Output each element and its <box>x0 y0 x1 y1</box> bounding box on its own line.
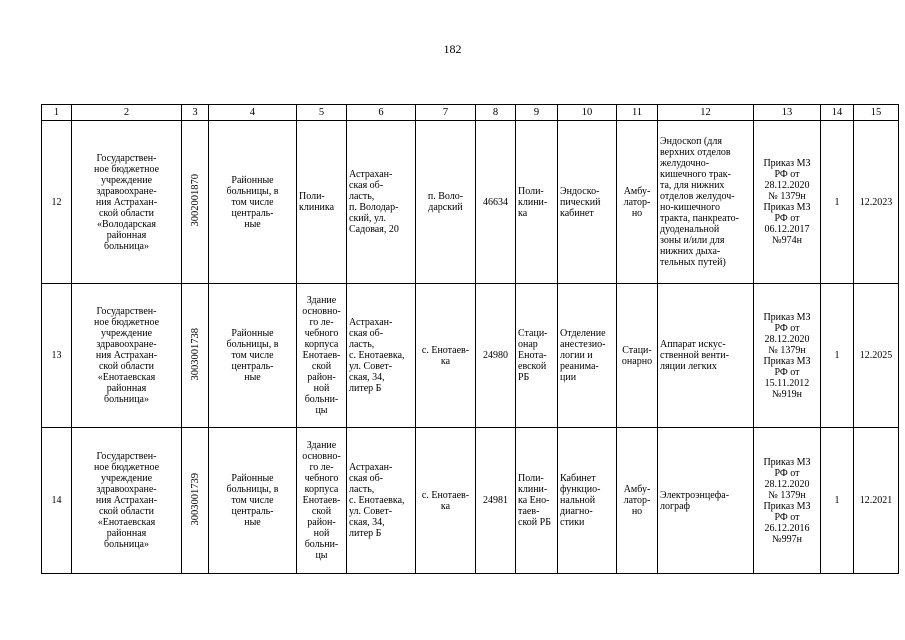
column-header: 12 <box>658 105 754 121</box>
care-condition: Амбу- латор- но <box>617 121 658 284</box>
address: Астрахан- ская об- ласть, п. Володар- ский, ул. Садовая, 20 <box>347 121 416 284</box>
deadline: 12.2021 <box>854 428 899 574</box>
care-condition: Стаци- онарно <box>617 284 658 428</box>
column-header: 4 <box>209 105 297 121</box>
quantity: 1 <box>821 284 854 428</box>
subdivision: Поли- клини- ка Ено- таев- ской РБ <box>516 428 558 574</box>
column-header: 13 <box>754 105 821 121</box>
column-header: 5 <box>297 105 347 121</box>
building: Здание основно- го ле- чебного корпуса Енотаев- ской район- ной больни- цы <box>297 284 347 428</box>
table-row <box>42 121 899 284</box>
building: Здание основно- го ле- чебного корпуса Енотаев- ской район- ной больни- цы <box>297 428 347 574</box>
address: Астрахан- ская об- ласть, с. Енотаевка, ул. Совет- ская, 34, литер Б <box>347 284 416 428</box>
column-header: 15 <box>854 105 899 121</box>
institution-type: Районные больницы, в том числе централь- ные <box>209 121 297 284</box>
column-header: 11 <box>617 105 658 121</box>
table-row <box>42 284 899 428</box>
order-reference: Приказ МЗ РФ от 28.12.2020 № 1379н Приказ МЗ РФ от 26.12.2016 №997н <box>754 428 821 574</box>
settlement: с. Енотаев- ка <box>416 284 476 428</box>
institution-type: Районные больницы, в том числе централь- ные <box>209 284 297 428</box>
deadline: 12.2025 <box>854 284 899 428</box>
quantity: 1 <box>821 121 854 284</box>
equipment-table <box>41 104 899 574</box>
registry-code: 3003001739 <box>182 428 209 574</box>
institution-name: Государствен- ное бюджетное учреждение здравоохране- ния Астрахан- ской области «Енотаевская районная больница» <box>72 428 182 574</box>
equipment: Эндоскоп (для верхних отделов желудочно- кишечного трак- та, для нижних отделов желудоч- но-кишечного тракта, панкреато- дуоденальной зоны и/или для нижних дыха- тельных путей) <box>658 121 754 284</box>
department: Отделение анестезио- логии и реанима- ции <box>558 284 617 428</box>
settlement: п. Воло- дарский <box>416 121 476 284</box>
column-header: 8 <box>476 105 516 121</box>
institution-type: Районные больницы, в том числе централь- ные <box>209 428 297 574</box>
row-number: 12 <box>42 121 72 284</box>
column-header: 14 <box>821 105 854 121</box>
code: 24981 <box>476 428 516 574</box>
row-number: 14 <box>42 428 72 574</box>
row-number: 13 <box>42 284 72 428</box>
registry-code: 3002001870 <box>182 121 209 284</box>
subdivision: Поли- клини- ка <box>516 121 558 284</box>
building: Поли- клиника <box>297 121 347 284</box>
equipment: Электроэнцефа- лограф <box>658 428 754 574</box>
code: 24980 <box>476 284 516 428</box>
settlement: с. Енотаев- ка <box>416 428 476 574</box>
deadline: 12.2023 <box>854 121 899 284</box>
department: Эндоско- пический кабинет <box>558 121 617 284</box>
header-row <box>42 105 899 121</box>
order-reference: Приказ МЗ РФ от 28.12.2020 № 1379н Приказ МЗ РФ от 06.12.2017 №974н <box>754 121 821 284</box>
address: Астрахан- ская об- ласть, с. Енотаевка, ул. Совет- ская, 34, литер Б <box>347 428 416 574</box>
column-header: 6 <box>347 105 416 121</box>
page-number: 182 <box>443 42 462 56</box>
code: 46634 <box>476 121 516 284</box>
column-header: 10 <box>558 105 617 121</box>
order-reference: Приказ МЗ РФ от 28.12.2020 № 1379н Приказ МЗ РФ от 15.11.2012 №919н <box>754 284 821 428</box>
institution-name: Государствен- ное бюджетное учреждение здравоохране- ния Астрахан- ской области «Енотаевская районная больница» <box>72 284 182 428</box>
column-header: 3 <box>182 105 209 121</box>
equipment: Аппарат искус- ственной венти- ляции легких <box>658 284 754 428</box>
department: Кабинет функцио- нальной диагно- стики <box>558 428 617 574</box>
column-header: 7 <box>416 105 476 121</box>
institution-name: Государствен- ное бюджетное учреждение здравоохране- ния Астрахан- ской области «Володарская районная больница» <box>72 121 182 284</box>
column-header: 9 <box>516 105 558 121</box>
care-condition: Амбу- латор- но <box>617 428 658 574</box>
column-header: 1 <box>42 105 72 121</box>
subdivision: Стаци- онар Енота- евской РБ <box>516 284 558 428</box>
column-header: 2 <box>72 105 182 121</box>
registry-code: 3003001738 <box>182 284 209 428</box>
quantity: 1 <box>821 428 854 574</box>
table-row <box>42 428 899 574</box>
